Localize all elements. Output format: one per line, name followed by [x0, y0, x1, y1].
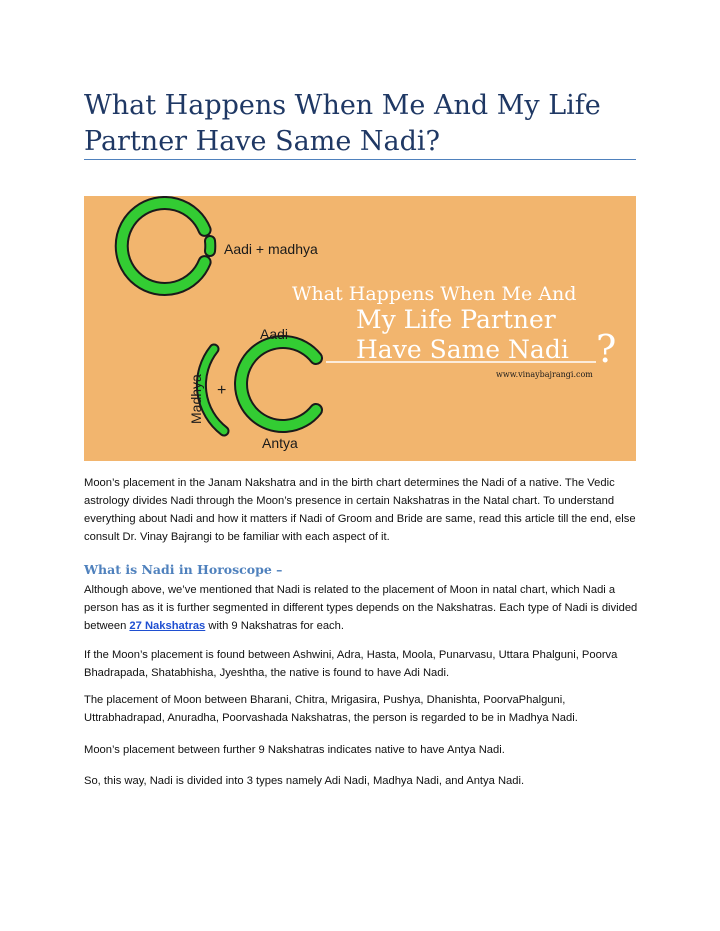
page-title	[84, 88, 644, 160]
label-plus: +	[217, 382, 227, 399]
banner-headline-line-2: My Life Partner	[356, 305, 556, 334]
title-line-2: Partner Have Same Nadi?	[84, 126, 440, 157]
banner-illustration	[84, 196, 636, 461]
top-ring-icon	[122, 203, 211, 289]
banner-headline-line-3: Have Same Nadi	[356, 335, 569, 364]
label-madhya: Madhya	[188, 374, 204, 424]
section-paragraph-4: Moon’s placement between further 9 Nakshatras indicates native to have Antya Nadi.	[84, 744, 505, 756]
section-paragraph-5: So, this way, Nadi is divided into 3 types namely Adi Nadi, Madhya Nadi, and Antya Nadi.	[84, 775, 525, 787]
para1-text-after: with 9 Nakshatras for each.	[205, 620, 344, 632]
banner-question-mark: ?	[596, 327, 617, 371]
label-antya: Antya	[262, 435, 298, 451]
article-banner-image	[84, 196, 636, 461]
section-heading: What is Nadi in Horoscope –	[84, 562, 283, 577]
label-aadi-madhya: Aadi + madhya	[224, 241, 318, 257]
para1-text-before: Although above, we’ve mentioned that Nadi is related to the placement of Moon in natal chart, which Nadi a person has as it is further segmented in different types depends on the Nakshatras. Each type of Nadi is divided between	[84, 584, 638, 632]
banner-headline-line-1: What Happens When Me And	[292, 283, 577, 305]
nakshatras-link[interactable]: 27 Nakshatras	[129, 620, 206, 632]
section-paragraph-1	[84, 581, 640, 635]
title-divider	[84, 159, 636, 160]
section-paragraph-2: If the Moon’s placement is found between Ashwini, Adra, Hasta, Moola, Punarvasu, Uttara Phalguni, Poorva Bhadrapada, Shatabhisha, Jyeshtha, the native is found to have Adi Nadi.	[84, 649, 618, 679]
title-line-1: What Happens When Me And My Life	[84, 90, 601, 121]
intro-paragraph: Moon’s placement in the Janam Nakshatra and in the birth chart determines the Nadi of a native. The Vedic astrology divides Nadi through the Moon’s presence in certain Nakshatras in the Natal chart. To understand everything about Nadi and how it matters if Nadi of Groom and Bride are same, read this article till the end, else consult Dr. Vinay Bajrangi to be familiar with each aspect of it.	[84, 477, 636, 543]
banner-website: www.vinaybajrangi.com	[496, 370, 593, 379]
label-aadi: Aadi	[260, 326, 289, 342]
section-paragraph-3: The placement of Moon between Bharani, Chitra, Mrigasira, Pushya, Dhanishta, PoorvaPhalguni, Uttrabhadrapad, Anuradha, Poorvashada Nakshatras, the person is regarded to be in Madhya Nadi.	[84, 694, 578, 724]
bottom-ring-icon	[241, 342, 316, 426]
